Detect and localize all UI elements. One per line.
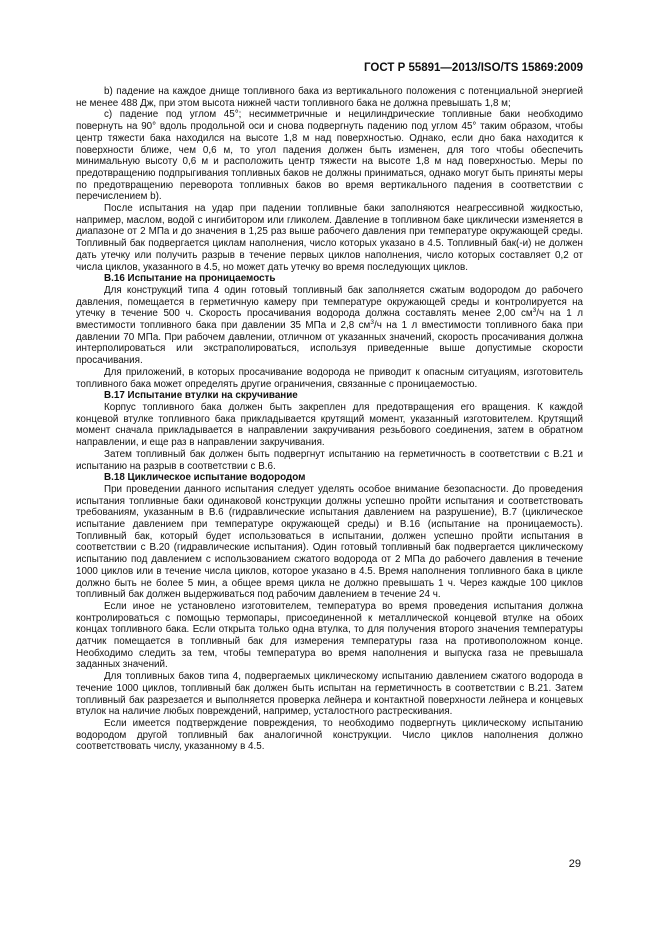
paragraph-item-b: b) падение на каждое днище топливного бака из вертикального положения с потенциальной энергией не менее 488 Дж, при этом высота нижней части топливного бака не должна превышать 1,8 м; — [76, 86, 583, 109]
paragraph-after-drop-test: После испытания на удар при падении топливные баки заполняются неагрессивной жидкостью, например, маслом, водой с ингибитором или гликолем. Давление в топливном баке циклически изменяется в диапазоне от 2 МПа и до значения в 1,25 раз выше рабочего давления при температуре окружающей среды. Топливный бак подвергается циклам наполнения, число которых указано в 4.5. Топливный бак(-и) не должен дать утечку или получить разрыв в течение первых циклов наполнения, число которых составляет 0,2 от числа циклов, указанного в 4.5, но может дать утечку во время последующих циклов. — [76, 203, 583, 273]
paragraph-b16-1 — [76, 285, 583, 367]
text-run: /ч на 1 л вместимости топливного бака при давлении 70 МПа. При рабочем давлении, отличном от указанных значений, скорость просачивания должна интерполироваться или экстраполироваться, используя приведенные выше допустимые скорости просачивания. — [76, 320, 583, 367]
superscript: 3 — [532, 307, 537, 315]
document-header: ГОСТ Р 55891—2013/ISO/TS 15869:2009 — [364, 62, 583, 74]
paragraph-b17-1: Корпус топливного бака должен быть закреплен для предотвращения его вращения. К каждой концевой втулке топливного бака прикладывается крутящий момент, указанный изготовителем. Крутящий момент сначала прикладывается в направлении закручивания резьбового соединения, затем в обратном направлении, и еще раз в направлении закручивания. — [76, 401, 583, 449]
page-body — [76, 86, 583, 753]
text-run: Для конструкций типа 4 один готовый топливный бак заполняется сжатым водородом до рабочего давления, помещается в герметичную камеру при температуре окружающей среды и контролируется на утечку в течение 500 ч. Скорость просачивания водорода должна составлять менее 2,00 см — [76, 284, 583, 320]
paragraph-b18-1: При проведении данного испытания следует уделять особое внимание безопасности. До проведения испытания топливные баки одинаковой конструкции должны успешно пройти испытания и соответствовать требованиям, указанным в B.6 (гидравлические испытания давлением на разрушение), B.7 (циклическое испытание давлением при температуре окружающей среды) и B.16 (испытание на проницаемость). Топливный бак, который будет использоваться в испытании, должен успешно пройти испытания в соответствии с B.20 (гидравлические испытания). Один готовый топливный бак подвергается циклическому испытанию под давлением с использованием сжатого водорода от 2 МПа до рабочего давления в течение 1000 циклов или в течение числа циклов, которое указано в 4.5. Время наполнения топливного бака в цикле должно быть не более 5 мин, а общее время цикла не должно превышать 1 ч. Через каждые 100 циклов топливный бак должен выдерживаться под рабочим давлением в течение 24 ч. — [76, 483, 583, 601]
paragraph-b18-3: Для топливных баков типа 4, подвергаемых циклическому испытанию давлением сжатого водорода в течение 1000 циклов, топливный бак должен быть испытан на герметичность в соответствии с B.21. Затем топливный бак разрезается и выполняется проверка лейнера и контактной поверхности лейнера и концевых втулок на наличие любых повреждений, например, усталостного растрескивания. — [76, 671, 583, 718]
paragraph-b18-2: Если иное не установлено изготовителем, температура во время проведения испытания должна контролироваться с помощью термопары, присоединенной к металлической концевой втулке на обоих концах топливного бака. Если открыта только одна втулка, то для получения второго значения температуры датчик помещается в топливный бак для измерения температуры газа на противоположном конце. Необходимо следить за тем, чтобы температура во время наполнения и выпуска газа не превышала заданных значений. — [76, 600, 583, 671]
section-heading-b16: B.16 Испытание на проницаемость — [104, 273, 276, 285]
text-run: /ч на 1 л вместимости топливного бака при давлении 35 МПа и 2,8 см — [76, 308, 583, 332]
paragraph-b18-4: Если имеется подтверждение повреждения, то необходимо подвергнуть циклическому испытанию водородом другой топливный бак аналогичной конструкции. Число циклов наполнения должно соответствовать числу, указанному в 4.5. — [76, 717, 583, 753]
superscript: 3 — [370, 319, 374, 327]
paragraph-b16-2: Для приложений, в которых просачивание водорода не приводит к опасным ситуациям, изготовитель топливного бака может определять другие ограничения, связанные с проницаемостью. — [76, 366, 583, 390]
page-number: 29 — [568, 858, 581, 870]
paragraph-b17-2: Затем топливный бак должен быть подвергнут испытанию на герметичность в соответствии с B.21 и испытанию на разрыв в соответствии с B.6. — [76, 448, 583, 472]
section-heading-b17: B.17 Испытание втулки на скручивание — [104, 390, 298, 402]
paragraph-item-c: c) падение под углом 45°; несимметричные и нецилиндрические топливные баки необходимо повернуть на 90° вдоль продольной оси и снова подвергнуть падению под углом 45° таким образом, чтобы центр тяжести бака находился на высоте 1,8 м над поверхностью. Однако, если дно бака находится к поверхности ближе, чем 0,6 м, то угол падения должен быть изменен, для того чтобы обеспечить минимальную высоту 0,6 м и расположить центр тяжести на высоте 1,8 м над поверхностью. Меры по предотвращению подпрыгивания топливных баков не должны приниматься, однако могут быть приняты меры по предотвращению переворота топливных баков во время вертикального падения в соответствии с перечислением b). — [76, 109, 583, 203]
section-heading-b18: B.18 Циклическое испытание водородом — [104, 472, 306, 484]
